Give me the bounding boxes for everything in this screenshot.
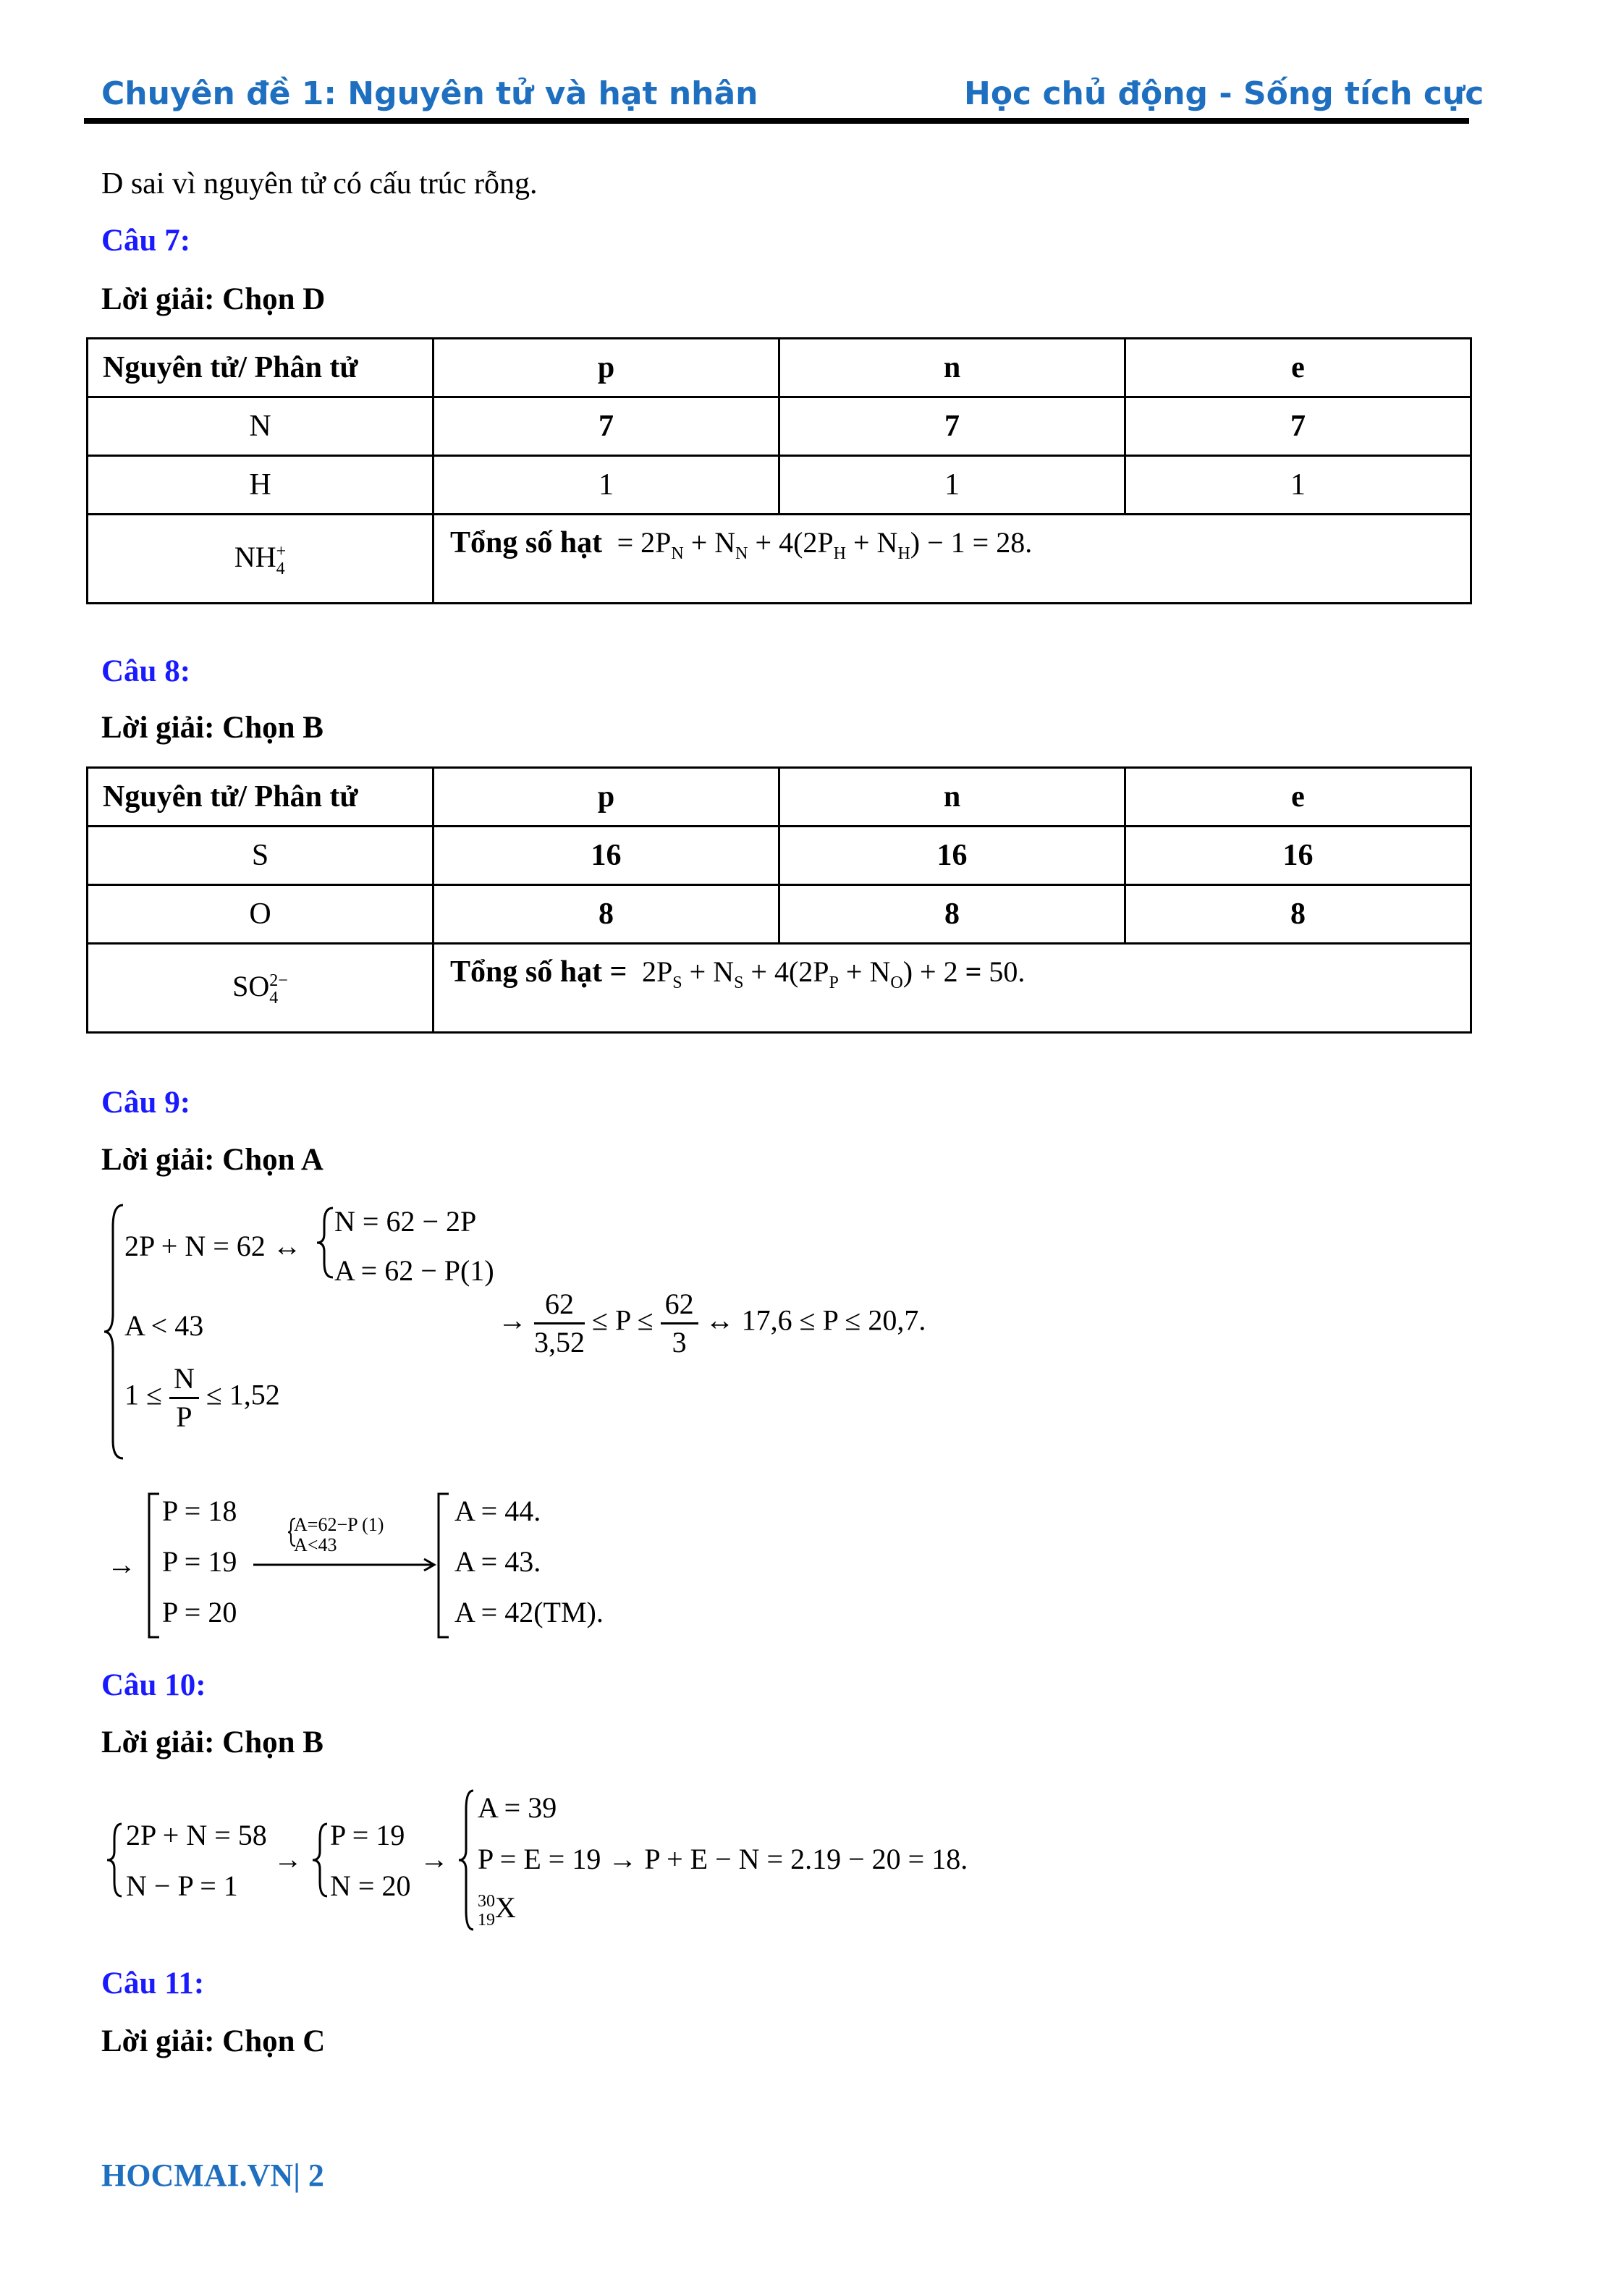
so4-equation: $2P_S + N_S + 4(2P_P + N_O) + 2 = 50$. xyxy=(635,955,1025,992)
total-label: Tổng số hạt xyxy=(450,526,603,559)
q9-cond-a: A=62−P (1) xyxy=(294,1514,384,1535)
q11-answer: Lời giải: Chọn C xyxy=(101,2024,326,2058)
table-cell: 8 xyxy=(779,885,1125,944)
q9-cond-b: A<43 xyxy=(294,1534,337,1555)
chapter-title: Chuyên đề 1: Nguyên tử và hạt nhân xyxy=(101,75,758,112)
table-cell: 16 xyxy=(434,827,779,885)
table-cell: O xyxy=(88,885,434,944)
q10-eq-n20: N = 20 xyxy=(330,1869,411,1902)
formula-cell: NH + 4 xyxy=(88,515,434,604)
table-cell: 8 xyxy=(1125,885,1471,944)
q9-eq-n: N = 62 − 2P xyxy=(334,1205,477,1238)
q10-arrow-1: → xyxy=(274,1843,303,1875)
q10-eq-a39: A = 39 xyxy=(478,1791,557,1824)
table-cell: 7 xyxy=(434,397,779,456)
table-row xyxy=(88,397,1471,456)
q10-eq-2pn: 2P + N = 58 xyxy=(126,1819,267,1851)
header-rule xyxy=(84,118,1469,124)
q9-eq-a: A = 62 − P(1) xyxy=(334,1254,494,1287)
footer-page-number: HOCMAI.VN| 2 xyxy=(101,2158,324,2193)
table-cell: N xyxy=(88,397,434,456)
table-cell: 7 xyxy=(1125,397,1471,456)
table-cell: 16 xyxy=(1125,827,1471,885)
q9-case-p19: P = 19 xyxy=(162,1545,237,1578)
table-cell: H xyxy=(88,456,434,515)
table-header-cell: e xyxy=(1125,339,1471,397)
q9-answer: Lời giải: Chọn A xyxy=(101,1143,323,1177)
q10-nuclide: 30 19 X xyxy=(478,1891,516,1930)
table-row xyxy=(88,827,1471,885)
table-header-cell: e xyxy=(1125,768,1471,827)
q10-eq-np: N − P = 1 xyxy=(126,1869,238,1902)
q9-result-a42: A = 42(TM). xyxy=(454,1596,604,1628)
table-header-cell: n xyxy=(779,768,1125,827)
header-slogan: Học chủ động - Sống tích cực xyxy=(964,75,1484,112)
q9-result-a43: A = 43. xyxy=(454,1545,541,1578)
table-cell: S xyxy=(88,827,434,885)
table-header-cell: p xyxy=(434,339,779,397)
q9-eq-2pn: 2P + N = 62 ↔ xyxy=(124,1230,302,1262)
q10-arrow-2: → xyxy=(420,1843,449,1875)
table-cell: 1 xyxy=(434,456,779,515)
table-row xyxy=(88,456,1471,515)
q9-arrow: → xyxy=(107,1548,136,1581)
q9-case-p20: P = 20 xyxy=(162,1596,237,1628)
q9-eq-a43: A < 43 xyxy=(124,1309,204,1342)
table-cell: 7 xyxy=(779,397,1125,456)
table-row xyxy=(88,515,1471,604)
table-cell: 8 xyxy=(434,885,779,944)
q10-eq-p19: P = 19 xyxy=(330,1819,405,1851)
q9-title: Câu 9: xyxy=(101,1086,191,1120)
q8-table xyxy=(86,766,1472,1034)
table-header-cell: Nguyên tử/ Phân tử xyxy=(88,339,434,397)
q7-title: Câu 7: xyxy=(101,224,191,258)
intro-text: D sai vì nguyên tử có cấu trúc rỗng. xyxy=(101,167,538,200)
q7-table xyxy=(86,337,1472,604)
table-cell: 1 xyxy=(779,456,1125,515)
q9-eq-ratio: 1 ≤ $\frac{N}{P}$ ≤ 1,52 xyxy=(124,1362,280,1433)
table-header-cell: n xyxy=(779,339,1125,397)
table-row xyxy=(88,944,1471,1033)
q10-answer: Lời giải: Chọn B xyxy=(101,1725,323,1759)
table-header-cell: Nguyên tử/ Phân tử xyxy=(88,768,434,827)
table-header-cell: p xyxy=(434,768,779,827)
q9-eq-range: → $\frac{62}{3,52}$ ≤ P ≤ $\frac{62}{3}$ ↔ 17,6 ≤ P ≤ 20,7. xyxy=(498,1288,926,1359)
nh4-equation: = $2P_N + N_N + 4(2P_H + N_H) - 1 = 28$. xyxy=(609,526,1033,563)
q9-case-p18: P = 18 xyxy=(162,1495,237,1527)
table-cell: 1 xyxy=(1125,456,1471,515)
table-header-row xyxy=(88,339,1471,397)
q11-title: Câu 11: xyxy=(101,1966,205,2000)
total-particles-cell xyxy=(434,515,1471,604)
q10-eq-total: P = E = 19 → P + E − N = 2.19 − 20 = 18. xyxy=(478,1843,968,1875)
total-particles-cell xyxy=(434,944,1471,1033)
table-cell: 16 xyxy=(779,827,1125,885)
q8-title: Câu 8: xyxy=(101,654,191,688)
q10-title: Câu 10: xyxy=(101,1668,206,1702)
total-label: Tổng số hạt = xyxy=(450,955,627,989)
table-header-row xyxy=(88,768,1471,827)
q7-answer: Lời giải: Chọn D xyxy=(101,282,326,316)
q9-result-a44: A = 44. xyxy=(454,1495,541,1527)
formula-cell: SO 2− 4 xyxy=(88,944,434,1033)
q8-answer: Lời giải: Chọn B xyxy=(101,711,323,745)
table-row xyxy=(88,885,1471,944)
